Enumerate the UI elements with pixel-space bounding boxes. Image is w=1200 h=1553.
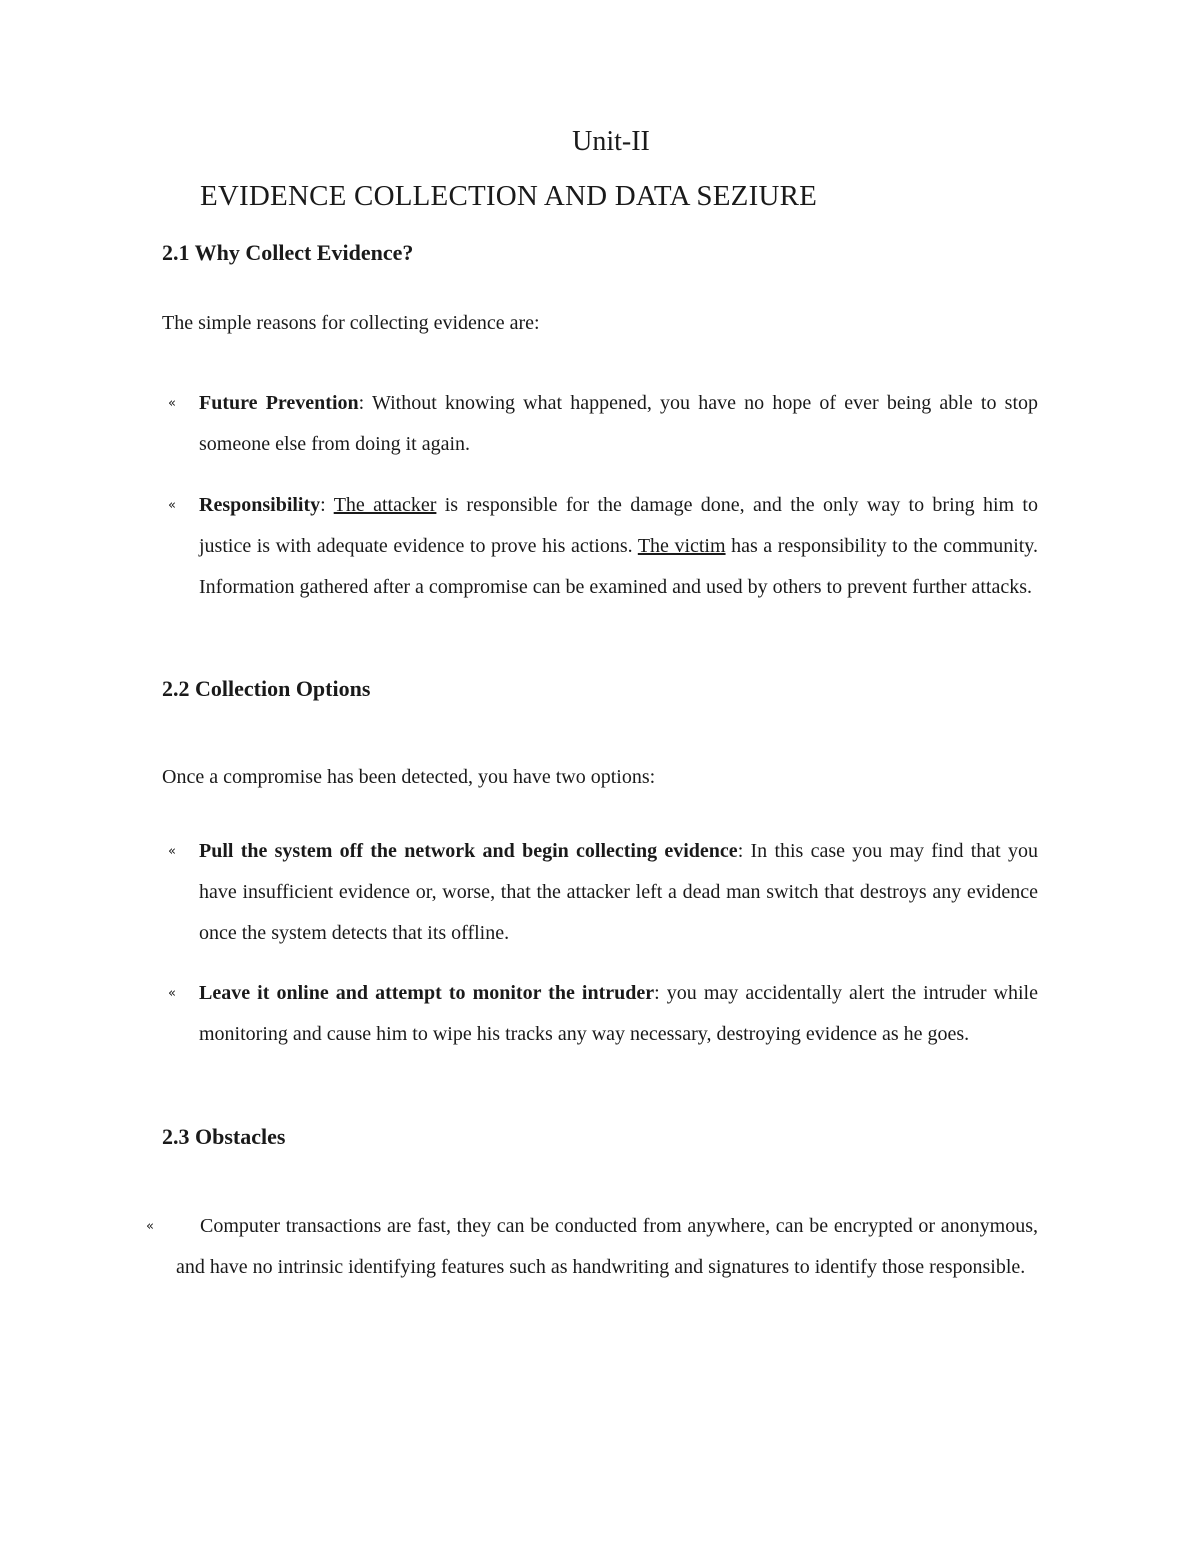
section1-intro: The simple reasons for collecting evidence are:	[162, 312, 540, 334]
bullet-text: Computer transactions are fast, they can be conducted from anywhere, can be encrypted or anonymous, and have no intrinsic identifying features such as handwriting and signatures to identify those responsible.	[176, 1215, 1038, 1278]
section-heading-obstacles: 2.3 Obstacles	[162, 1124, 286, 1149]
list-item-leave-online	[168, 973, 1038, 1055]
bullet-body: Without knowing what happened, you have no hope of ever being able to stop someone else from doing it again.	[199, 392, 1039, 455]
bullet-icon: «	[168, 986, 176, 1001]
bullet-body: you may accidentally alert the intruder while monitoring and cause him to wipe his tracks any way necessary, destroying evidence as he goes.	[199, 982, 1038, 1045]
underlined-the-attacker: The attacker	[333, 494, 437, 516]
section2-intro: Once a compromise has been detected, you have two options:	[162, 766, 656, 788]
bullet-text: Responsibility: The attacker is responsible for the damage done, and the only way to bring him to justice is with adequate evidence to prove his actions. The victim has a responsibility to the community. Information gathered after a compromise can be examined and used by others to prevent further attacks.	[199, 494, 1039, 598]
bullet-text: Future Prevention: Without knowing what happened, you have no hope of ever being able to stop someone else from doing it again.	[199, 392, 1039, 455]
bullet-icon: «	[168, 844, 176, 859]
bullet-text: Pull the system off the network and begin collecting evidence: In this case you may find that you have insufficient evidence or, worse, that the attacker left a dead man switch that destroys any evidence once the system detects that its offline.	[199, 840, 1038, 944]
unit-title: Unit-II	[572, 126, 650, 157]
section-heading-collection-options: 2.2 Collection Options	[162, 676, 371, 701]
bullet-body: In this case you may find that you have insufficient evidence or, worse, that the attacker left a dead man switch that destroys any evidence once the system detects that its offline.	[199, 840, 1038, 944]
bullet-term: Pull the system off the network and begin collecting evidence	[199, 840, 738, 862]
bullet-icon: «	[168, 498, 176, 513]
bullet-term: Future Prevention	[199, 392, 359, 414]
bullet-icon: «	[146, 1219, 154, 1234]
bullet-term: Responsibility	[199, 494, 321, 516]
bullet-term: Leave it online and attempt to monitor the intruder	[199, 982, 655, 1004]
bullet-icon: «	[168, 396, 176, 411]
bullet-text: Leave it online and attempt to monitor the intruder: you may accidentally alert the intruder while monitoring and cause him to wipe his tracks any way necessary, destroying evidence as he goes.	[199, 982, 1038, 1045]
list-item-responsibility	[168, 485, 1038, 608]
list-item-pull-system	[168, 831, 1038, 954]
list-item-obstacles	[146, 1206, 1038, 1288]
list-item-future-prevention	[168, 383, 1038, 465]
main-title: EVIDENCE COLLECTION AND DATA SEZIURE	[200, 180, 818, 212]
underlined-the-victim: The victim	[637, 535, 726, 557]
section-heading-why-collect: 2.1 Why Collect Evidence?	[162, 240, 414, 265]
